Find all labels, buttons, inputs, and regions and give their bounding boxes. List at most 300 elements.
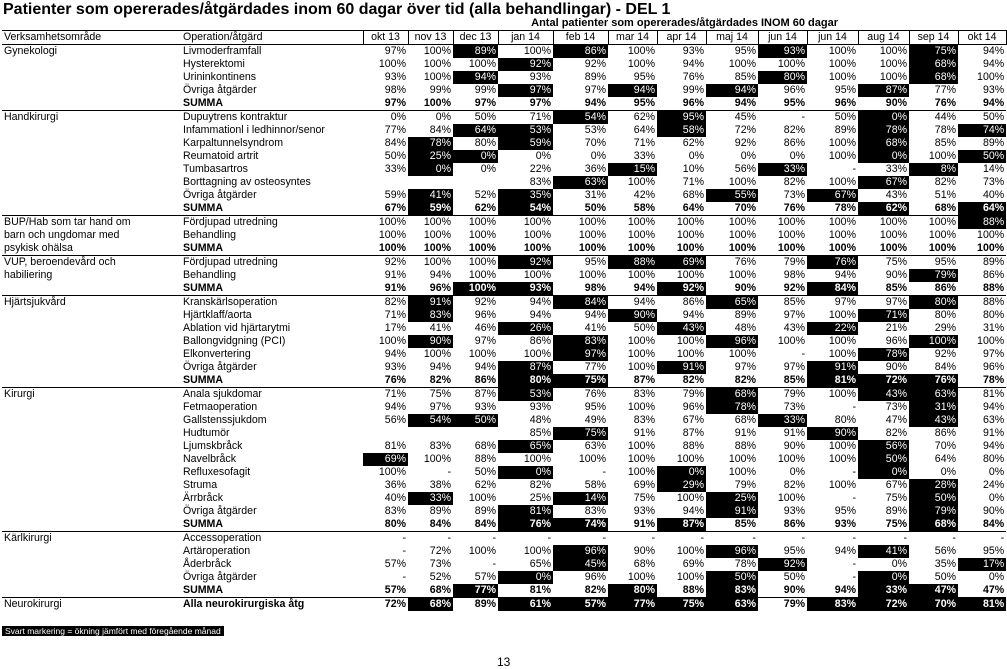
value-cell: 76% — [706, 256, 758, 270]
value-cell: 0% — [789, 149, 805, 162]
value-cell: 47% — [982, 583, 1005, 596]
value-cell: 38% — [429, 478, 451, 491]
table-row — [2, 348, 1006, 361]
value-cell: 74% — [958, 124, 1006, 137]
value-cell: 57% — [474, 570, 496, 583]
value-cell: 94% — [682, 308, 704, 321]
table-row — [2, 71, 1006, 84]
value-cell: 96% — [584, 570, 606, 583]
value-cell: 97% — [982, 347, 1005, 360]
area-cell — [2, 137, 181, 150]
table-row — [2, 176, 1006, 189]
value-cell: 81% — [958, 598, 1006, 612]
value-cell: 64% — [633, 123, 655, 136]
value-cell: 71% — [682, 175, 704, 188]
value-cell: 77% — [608, 598, 657, 612]
value-cell: 100% — [378, 465, 406, 478]
value-cell: 41% — [408, 189, 453, 202]
value-cell: 80% — [384, 517, 406, 530]
area-cell — [2, 150, 181, 163]
value-cell: 100% — [627, 241, 655, 254]
value-cell: 91% — [657, 361, 706, 374]
value-cell: 50% — [706, 571, 758, 584]
value-cell: 10% — [682, 162, 704, 175]
column-header: aug 14 — [858, 31, 909, 45]
value-cell: 80% — [982, 308, 1005, 321]
value-cell: 41% — [858, 545, 909, 558]
operation-cell: Dupuytrens kontraktur — [181, 111, 363, 125]
value-cell: 85% — [529, 426, 551, 439]
area-cell — [2, 282, 181, 296]
area-cell — [2, 505, 181, 518]
area-cell: BUP/Hab som tar hand om — [2, 216, 181, 230]
table-row — [2, 111, 1006, 125]
value-cell: 82% — [429, 373, 451, 386]
value-cell: 100% — [453, 216, 498, 230]
value-cell: 84% — [429, 123, 451, 136]
value-cell: 89% — [453, 598, 498, 612]
value-cell: 73% — [885, 400, 907, 413]
value-cell: 33% — [758, 163, 807, 176]
value-cell: 100% — [468, 347, 496, 360]
value-cell: 83% — [807, 598, 858, 612]
value-cell: 68% — [858, 137, 909, 150]
value-cell: 68% — [633, 557, 655, 570]
value-cell: 58% — [633, 201, 655, 214]
value-cell: - — [498, 532, 553, 546]
value-cell: 87% — [453, 388, 498, 402]
value-cell: 81% — [807, 374, 858, 388]
value-cell: 100% — [553, 216, 608, 230]
value-cell: 29% — [657, 479, 706, 492]
value-cell: 65% — [529, 557, 551, 570]
value-cell: 100% — [676, 268, 704, 281]
value-cell: 59% — [498, 137, 553, 150]
value-cell: 100% — [828, 308, 856, 321]
operation-cell: Hudtumör — [183, 426, 230, 439]
value-cell: 96% — [553, 545, 608, 558]
value-cell: 21% — [885, 321, 907, 334]
area-cell — [2, 584, 181, 598]
value-cell: 94% — [834, 583, 856, 596]
value-cell: 77% — [934, 83, 956, 96]
value-cell: 78% — [858, 124, 909, 137]
value-cell: 85% — [734, 517, 756, 530]
value-cell: 46% — [474, 321, 496, 334]
value-cell: 100% — [498, 216, 553, 230]
value-cell: 33% — [858, 584, 909, 598]
super-header-row — [2, 17, 1006, 31]
value-cell: 95% — [553, 256, 608, 270]
value-cell: 97% — [807, 296, 858, 310]
value-cell: 67% — [682, 413, 704, 426]
column-header: okt 14 — [958, 31, 1006, 45]
value-cell: 0% — [453, 150, 498, 163]
area-cell — [2, 163, 181, 176]
value-cell: - — [363, 532, 408, 546]
value-cell: 100% — [468, 228, 496, 241]
value-cell: 77% — [384, 123, 406, 136]
value-cell: 100% — [423, 241, 451, 254]
value-cell: 49% — [584, 413, 606, 426]
operation-cell: Ärrbråck — [183, 491, 224, 504]
value-cell: 57% — [384, 583, 406, 596]
value-cell: - — [453, 532, 498, 546]
operation-cell: Fördjupad utredning — [181, 216, 363, 230]
value-cell: 100% — [523, 228, 551, 241]
value-cell: 100% — [627, 228, 655, 241]
operation-cell: Borttagning av osteosyntes — [183, 175, 311, 188]
operation-cell: Livmoderframfall — [183, 44, 262, 57]
value-cell: 50% — [384, 149, 406, 162]
area-cell — [2, 518, 181, 532]
operation-cell: Övriga åtgärder — [183, 504, 257, 517]
value-cell: 100% — [676, 334, 704, 347]
value-cell: 94% — [584, 308, 606, 321]
value-cell: - — [801, 347, 805, 360]
value-cell: 100% — [468, 544, 496, 557]
value-cell: 97% — [529, 96, 551, 109]
value-cell: 96% — [885, 334, 907, 347]
value-cell: 67% — [807, 189, 858, 202]
value-cell: - — [852, 570, 856, 583]
value-cell: 67% — [858, 176, 909, 189]
column-header: maj 14 — [706, 31, 758, 45]
value-cell: 95% — [633, 96, 655, 109]
table-row — [2, 414, 1006, 427]
value-cell: 64% — [453, 124, 498, 137]
value-cell: 33% — [408, 492, 453, 505]
value-cell: 90% — [885, 96, 907, 109]
value-cell: 43% — [657, 322, 706, 335]
value-cell: 28% — [909, 479, 958, 492]
value-cell: 100% — [879, 70, 907, 83]
value-cell: 54% — [498, 202, 553, 216]
value-cell: 99% — [429, 83, 451, 96]
value-cell: 91% — [384, 281, 406, 294]
value-cell: 68% — [909, 518, 958, 532]
value-cell: 54% — [408, 414, 453, 427]
value-cell: 96% — [706, 335, 758, 348]
value-cell: 25% — [408, 150, 453, 163]
value-cell: 92% — [734, 136, 756, 149]
area-cell — [2, 492, 181, 505]
table-row — [2, 584, 1006, 598]
value-cell: 68% — [909, 71, 958, 84]
value-cell: - — [807, 532, 858, 546]
value-cell: 79% — [909, 505, 958, 518]
value-cell: 100% — [879, 241, 907, 254]
value-cell: 100% — [627, 400, 655, 413]
value-cell: 78% — [834, 201, 856, 214]
value-cell: 94% — [498, 296, 553, 310]
value-cell — [408, 427, 453, 440]
value-cell: 76% — [553, 388, 608, 402]
value-cell: 78% — [934, 123, 956, 136]
table-row — [2, 453, 1006, 466]
value-cell: 75% — [885, 517, 907, 530]
value-cell: 88% — [608, 256, 657, 270]
value-cell: - — [852, 491, 856, 504]
value-cell: 93% — [498, 282, 553, 296]
value-cell: 56% — [934, 544, 956, 557]
value-cell: 100% — [423, 96, 451, 109]
value-cell: 96% — [706, 545, 758, 558]
value-cell: 93% — [529, 400, 551, 413]
value-cell: 100% — [977, 70, 1005, 83]
value-cell: 97% — [498, 84, 553, 97]
value-cell: 93% — [529, 70, 551, 83]
value-cell: 97% — [429, 400, 451, 413]
value-cell: 43% — [858, 388, 909, 402]
value-cell: 95% — [657, 111, 706, 125]
value-cell: 84% — [429, 517, 451, 530]
column-header: feb 14 — [553, 31, 608, 45]
value-cell: 86% — [783, 136, 805, 149]
operation-cell: Ljumskbråck — [183, 439, 243, 452]
value-cell: 100% — [828, 228, 856, 241]
value-cell: 100% — [728, 347, 756, 360]
value-cell: 100% — [828, 175, 856, 188]
value-cell: 85% — [885, 281, 907, 294]
column-header: jan 14 — [498, 31, 553, 45]
value-cell: 54% — [553, 111, 608, 125]
value-cell: 100% — [928, 228, 956, 241]
value-cell: 94% — [384, 400, 406, 413]
value-cell: 100% — [828, 136, 856, 149]
operation-cell: Navelbråck — [183, 452, 236, 465]
value-cell: 90% — [633, 544, 655, 557]
value-cell: 78% — [408, 137, 453, 150]
value-cell — [363, 427, 408, 440]
value-cell: 100% — [423, 57, 451, 70]
value-cell: 100% — [378, 241, 406, 254]
value-cell: 82% — [734, 373, 756, 386]
operation-cell: Urininkontinens — [183, 70, 257, 83]
value-cell: 82% — [363, 296, 408, 310]
value-cell: 80% — [758, 71, 807, 84]
table-row — [2, 388, 1006, 402]
value-cell: 78% — [982, 373, 1005, 386]
table-row — [2, 518, 1006, 532]
value-cell: 72% — [858, 598, 909, 612]
value-cell: 96% — [982, 360, 1005, 373]
value-cell: 100% — [523, 241, 551, 254]
table-row — [2, 124, 1006, 137]
value-cell: 100% — [706, 216, 758, 230]
value-cell: 79% — [758, 598, 807, 612]
value-cell: 53% — [584, 123, 606, 136]
value-cell: 83% — [608, 388, 657, 402]
table-row — [2, 361, 1006, 374]
value-cell: 0% — [688, 149, 704, 162]
value-cell: 85% — [934, 136, 956, 149]
value-cell: 89% — [958, 256, 1006, 270]
table-row — [2, 545, 1006, 558]
area-cell — [2, 440, 181, 453]
value-cell: - — [958, 532, 1006, 546]
value-cell: 80% — [982, 452, 1005, 465]
value-cell: 68% — [909, 58, 958, 71]
value-cell: - — [706, 532, 758, 546]
value-cell: 80% — [909, 296, 958, 310]
value-cell: 83% — [584, 504, 606, 517]
value-cell: 43% — [783, 321, 805, 334]
value-cell: 33% — [384, 162, 406, 175]
area-cell — [2, 466, 181, 479]
value-cell: 100% — [627, 334, 655, 347]
value-cell: 0% — [789, 465, 805, 478]
area-cell — [2, 401, 181, 414]
value-cell: 96% — [682, 96, 704, 109]
value-cell: 51% — [934, 188, 956, 201]
value-cell: 100% — [728, 465, 756, 478]
value-cell: 78% — [734, 557, 756, 570]
value-cell: 57% — [384, 557, 406, 570]
value-cell: 70% — [909, 598, 958, 612]
value-cell: 84% — [553, 296, 608, 310]
value-cell: 87% — [498, 361, 553, 374]
area-cell — [2, 58, 181, 71]
value-cell: 100% — [977, 241, 1005, 254]
column-header: mar 14 — [608, 31, 657, 45]
value-cell: 86% — [553, 45, 608, 59]
operation-cell: Fetmaoperation — [183, 400, 258, 413]
value-cell: 100% — [627, 57, 655, 70]
value-cell: 73% — [982, 175, 1005, 188]
value-cell: 75% — [657, 598, 706, 612]
value-cell: 100% — [676, 228, 704, 241]
value-cell: - — [852, 465, 856, 478]
operation-cell: Elkonvertering — [183, 347, 251, 360]
value-cell: 96% — [834, 96, 856, 109]
value-cell: 92% — [934, 347, 956, 360]
value-cell: 64% — [958, 202, 1006, 216]
value-cell: 92% — [758, 558, 807, 571]
value-cell: 100% — [423, 44, 451, 57]
value-cell: 100% — [728, 57, 756, 70]
value-cell: 50% — [453, 111, 498, 125]
value-cell: 93% — [474, 400, 496, 413]
operation-cell: Kranskärlsoperation — [181, 296, 363, 310]
value-cell: 43% — [909, 414, 958, 427]
value-cell: 95% — [909, 256, 958, 270]
value-cell: 98% — [783, 268, 805, 281]
value-cell: 75% — [633, 491, 655, 504]
operation-cell: Gallstenssjukdom — [183, 413, 267, 426]
value-cell: 0% — [740, 149, 756, 162]
value-cell: 89% — [429, 504, 451, 517]
value-cell: 0% — [988, 491, 1005, 504]
area-cell — [2, 124, 181, 137]
value-cell: 99% — [474, 83, 496, 96]
value-cell: 84% — [807, 282, 858, 296]
value-cell: 86% — [783, 517, 805, 530]
value-cell: 88% — [958, 216, 1006, 230]
value-cell: 94% — [384, 347, 406, 360]
value-cell: 91% — [384, 268, 406, 281]
value-cell: 85% — [734, 70, 756, 83]
value-cell: 0% — [498, 466, 553, 479]
value-cell: 98% — [384, 83, 406, 96]
value-cell: 88% — [682, 583, 704, 596]
value-cell: 62% — [474, 478, 496, 491]
value-cell: 57% — [553, 598, 608, 612]
value-cell: 79% — [909, 269, 958, 282]
value-cell: 95% — [633, 70, 655, 83]
value-cell: 50% — [453, 414, 498, 427]
area-cell: Kärlkirurgi — [2, 532, 181, 546]
value-cell: - — [909, 532, 958, 546]
value-cell: 100% — [676, 544, 704, 557]
value-cell: 100% — [828, 70, 856, 83]
value-cell: 85% — [783, 373, 805, 386]
value-cell: 69% — [363, 453, 408, 466]
table-row — [2, 505, 1006, 518]
table-row — [2, 163, 1006, 176]
table-row — [2, 58, 1006, 71]
operation-cell: Ballongvidgning (PCI) — [183, 334, 286, 347]
value-cell: - — [408, 532, 453, 546]
operation-cell: SUMMA — [183, 281, 224, 294]
value-cell: 15% — [608, 163, 657, 176]
value-cell: 100% — [578, 241, 606, 254]
value-cell: 63% — [553, 176, 608, 189]
value-cell: 92% — [584, 57, 606, 70]
value-cell: 75% — [858, 256, 909, 270]
value-cell: 42% — [633, 188, 655, 201]
value-cell: 93% — [834, 517, 856, 530]
table-row — [2, 202, 1006, 216]
value-cell: 86% — [474, 373, 496, 386]
value-cell: 99% — [682, 83, 704, 96]
value-cell: 97% — [584, 83, 606, 96]
operation-cell: Accessoperation — [181, 532, 363, 546]
value-cell: 0% — [363, 111, 408, 125]
operation-cell: SUMMA — [183, 241, 224, 254]
value-cell: 71% — [858, 309, 909, 322]
value-cell: 88% — [734, 439, 756, 452]
table-row — [2, 532, 1006, 546]
value-cell: 92% — [498, 256, 553, 270]
value-cell: 26% — [498, 322, 553, 335]
table-row — [2, 598, 1006, 612]
value-cell: 62% — [608, 111, 657, 125]
value-cell: 94% — [608, 296, 657, 310]
value-cell: 85% — [758, 296, 807, 310]
value-cell: 69% — [657, 256, 706, 270]
table-row — [2, 571, 1006, 584]
column-header: sep 14 — [909, 31, 958, 45]
value-cell: 52% — [474, 188, 496, 201]
value-cell: 0% — [408, 111, 453, 125]
value-cell: 22% — [529, 162, 551, 175]
value-cell: 100% — [807, 216, 858, 230]
value-cell: 33% — [758, 414, 807, 427]
value-cell: 94% — [682, 57, 704, 70]
value-cell: 83% — [706, 584, 758, 598]
value-cell: 94% — [982, 44, 1005, 57]
value-cell: 94% — [608, 84, 657, 97]
area-cell — [2, 202, 181, 216]
value-cell: 47% — [885, 413, 907, 426]
value-cell: 87% — [858, 84, 909, 97]
value-cell: 35% — [498, 189, 553, 202]
table-row — [2, 189, 1006, 202]
value-cell: 100% — [676, 491, 704, 504]
value-cell: 73% — [783, 400, 805, 413]
value-cell: 100% — [977, 334, 1005, 347]
